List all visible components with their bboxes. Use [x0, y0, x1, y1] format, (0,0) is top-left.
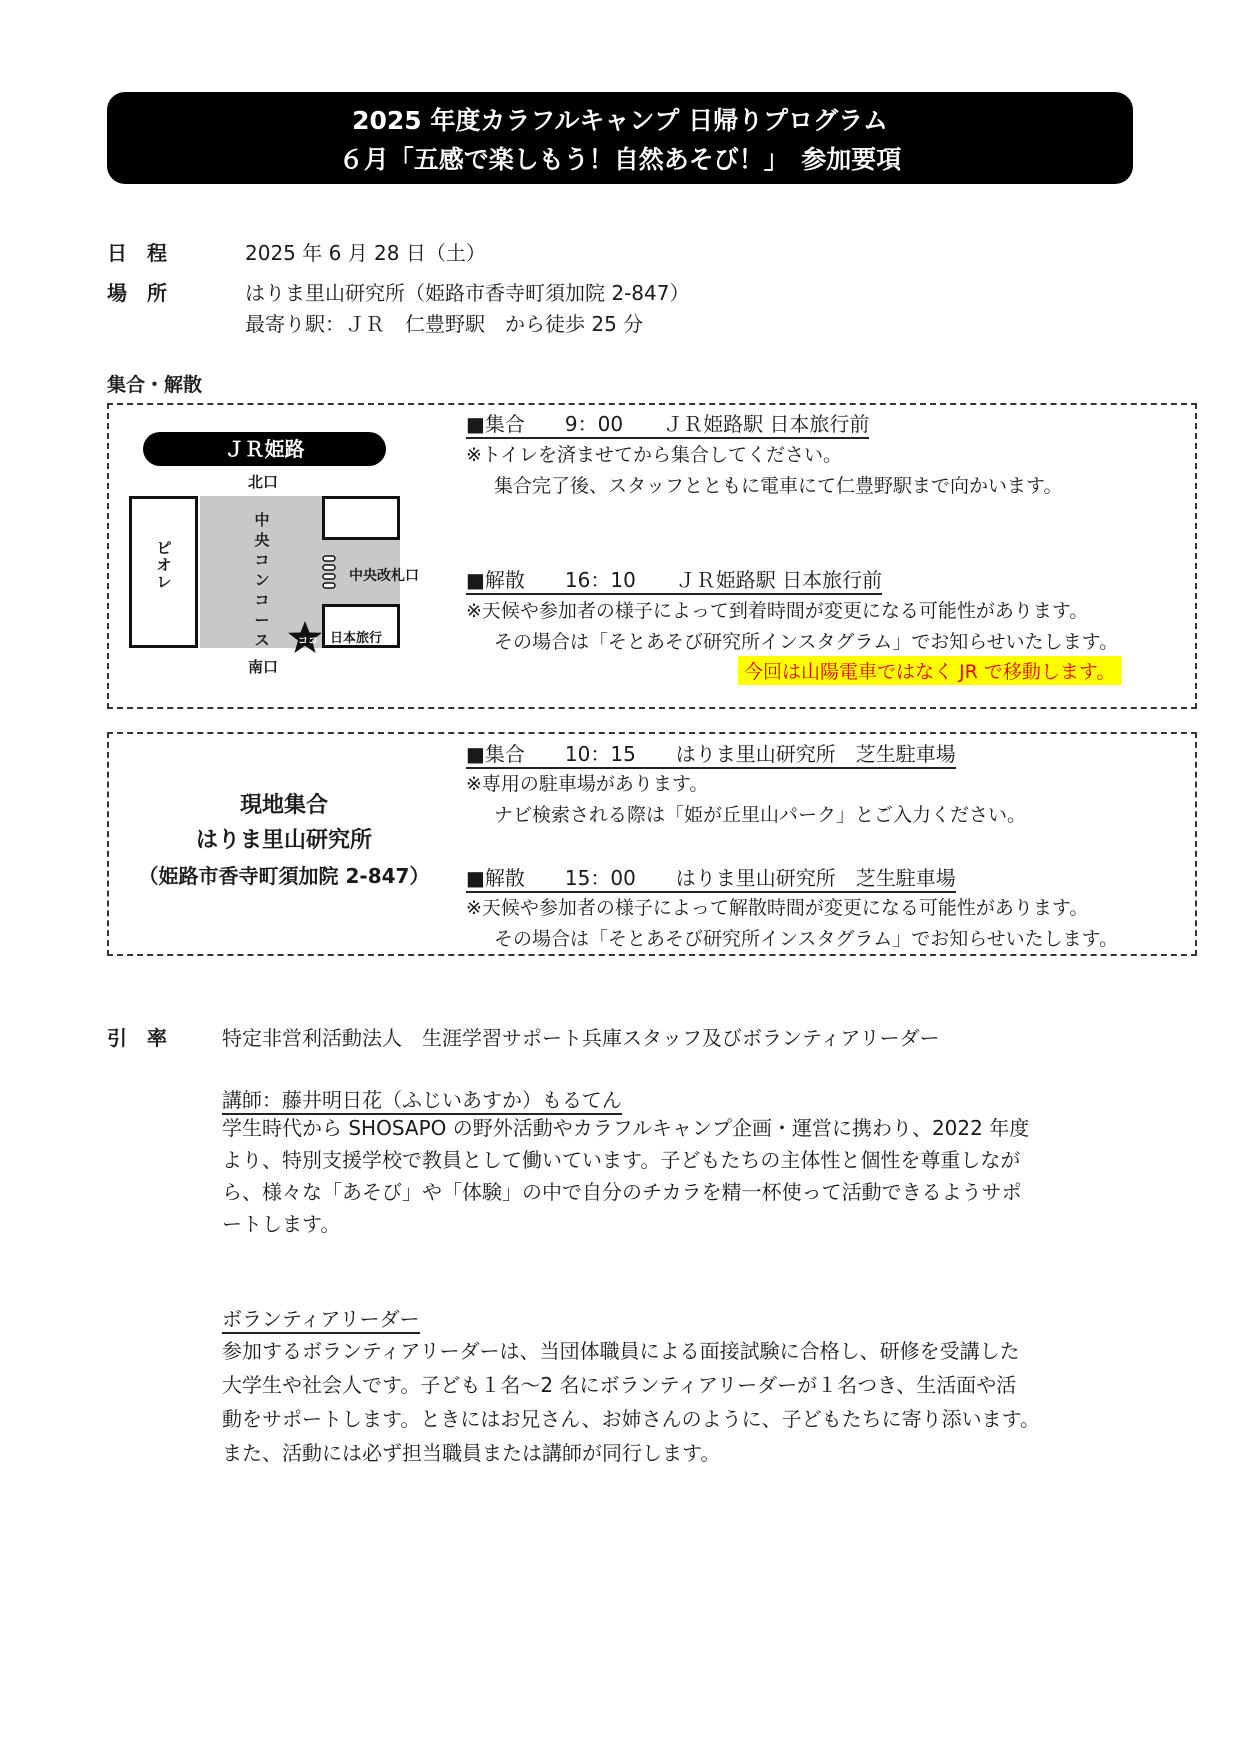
title-line2: ６月「五感で楽しもう！自然あそび！」 参加要項 [338, 145, 902, 174]
jr-dismiss-note2: その場合は「そとあそび研究所インスタグラム」でお知らせいたします。 [494, 631, 1119, 653]
instructor-profile [222, 1112, 1172, 1240]
leader-label: 引 率 [107, 1026, 167, 1050]
jr-dismiss-note1: ※天候や参加者の様子によって到着時間が変更になる可能性があります。 [466, 600, 1089, 622]
jr-gather-note2: 集合完了後、スタッフとともに電車にて仁豊野駅まで向かいます。 [494, 475, 1063, 497]
local-heading3: （姫路市香寺町須加院 2-847） [138, 864, 430, 888]
central-gate-label: 中央改札口 [349, 568, 419, 584]
volunteer-line: また、活動には必ず担当職員または講師が同行します。 [222, 1441, 721, 1465]
north-building [322, 496, 400, 540]
volunteer-line: 動をサポートします。ときにはお兄さん、お姉さんのように、子どもたちに寄り添います。 [222, 1407, 1040, 1431]
travel-agency-label: 日本旅行 [330, 631, 383, 646]
schedule-value: 2025 年 6 月 28 日（土） [245, 241, 486, 265]
meeting-section-label: 集合・解散 [107, 374, 203, 396]
jr-dismiss-time: ■解散 16：10 ＪＲ姫路駅 日本旅行前 [466, 564, 882, 593]
instructor-heading: 講師：藤井明日花（ふじいあすか）もるてん [222, 1084, 622, 1113]
local-heading2: はりま里山研究所 [195, 828, 372, 853]
instructor-line: ートします。 [222, 1212, 341, 1236]
place-label: 場 所 [107, 281, 167, 305]
local-dismiss-note1: ※天候や参加者の様子によって解散時間が変更になる可能性があります。 [466, 897, 1089, 919]
instructor-line: 学生時代から SHOSAPO の野外活動やカラフルキャンプ企画・運営に携わり、2022 年度 [222, 1116, 1030, 1140]
local-dismiss-time: ■解散 15：00 はりま里山研究所 芝生駐車場 [466, 862, 956, 891]
volunteer-heading: ボランティアリーダー [222, 1303, 420, 1332]
local-gather-note1: ※専用の駐車場があります。 [466, 773, 709, 795]
north-exit-label: 北口 [248, 473, 279, 491]
volunteer-line: 参加するボランティアリーダーは、当団体職員による面接試験に合格し、研修を受講した [222, 1339, 1020, 1363]
local-gather-time: ■集合 10：15 はりま里山研究所 芝生駐車場 [466, 738, 956, 767]
volunteer-line: 大学生や社会人です。子ども１名～2 名にボランティアリーダーが１名つき、生活面や活 [222, 1373, 1017, 1397]
nearest-station: 最寄り駅：ＪＲ 仁豊野駅 から徒歩 25 分 [245, 312, 644, 336]
central-concourse-label: 中央コンコース [254, 511, 270, 649]
instructor-line: より、特別支援学校で教員として働いています。子どもたちの主体性と個性を尊重しなが [222, 1148, 1021, 1172]
local-dismiss-note2: その場合は「そとあそび研究所インスタグラム」でお知らせいたします。 [494, 928, 1119, 950]
local-gather-note2: ナビ検索される際は「姫が丘里山パーク」とご入力ください。 [494, 804, 1027, 826]
jr-highlight-note: 今回は山陽電車ではなく JR で移動します。 [738, 656, 1121, 685]
instructor-line: ら、様々な「あそび」や「体験」の中で自分のチカラを精一杯使って活動できるようサポ [222, 1180, 1022, 1204]
piole-label: ピオレ [156, 539, 172, 591]
place-value: はりま里山研究所（姫路市香寺町須加院 2-847） [245, 281, 690, 305]
here-mark-label: ココ [298, 636, 318, 647]
jr-gather-note1: ※トイレを済ませてから集合してください。 [466, 444, 842, 466]
leader-value: 特定非営利活動法人 生涯学習サポート兵庫スタッフ及びボランティアリーダー [222, 1026, 940, 1050]
south-exit-label: 南口 [248, 658, 279, 676]
station-name-pill: ＪＲ姫路 [143, 432, 386, 466]
jr-gather-time: ■集合 9：00 ＪＲ姫路駅 日本旅行前 [466, 408, 869, 437]
local-heading1: 現地集合 [239, 793, 328, 818]
title-line1: 2025 年度カラフルキャンプ 日帰りプログラム [352, 106, 888, 135]
schedule-label: 日 程 [107, 241, 167, 265]
ticket-gate-icon [322, 555, 336, 593]
volunteer-description [222, 1334, 1172, 1470]
title-banner [107, 92, 1133, 184]
